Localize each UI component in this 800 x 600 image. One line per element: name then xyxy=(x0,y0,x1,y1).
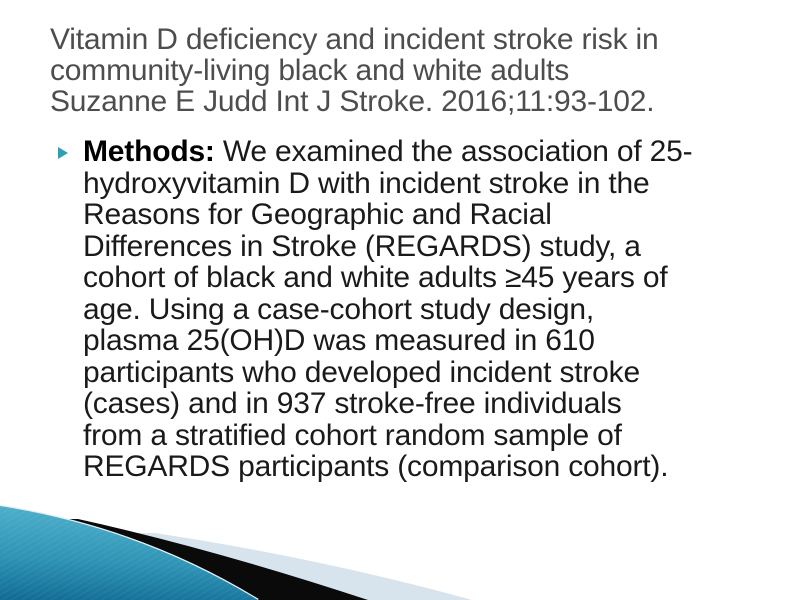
deco-black-band xyxy=(0,519,368,600)
body-lines xyxy=(83,136,692,483)
title-line-2: community-living black and white adults xyxy=(50,54,570,87)
title-line-1: Vitamin D deficiency and incident stroke risk in xyxy=(50,23,659,56)
body-line-text: We examined the association of 25- xyxy=(214,135,693,168)
methods-label: Methods: xyxy=(83,135,215,168)
body-line: REGARDS participants (comparison cohort). xyxy=(83,450,669,483)
body-line: Differences in Stroke (REGARDS) study, a xyxy=(83,229,641,263)
body-line: participants who developed incident stroke xyxy=(83,355,640,389)
body-line: from a stratified cohort random sample of xyxy=(83,418,622,452)
title-line-3: Suzanne E Judd Int J Stroke. 2016;11:93-102. xyxy=(50,85,655,118)
body-line: plasma 25(OH)D was measured in 610 xyxy=(83,324,595,357)
slide-title xyxy=(50,24,658,117)
deco-teal-pinstripes xyxy=(0,506,258,600)
body-line: cohort of black and white adults ≥45 years of xyxy=(83,261,668,294)
body-line: (cases) and in 937 stroke-free individuals xyxy=(83,387,622,420)
deco-pale-band xyxy=(0,533,472,600)
body-line: Reasons for Geographic and Racial xyxy=(83,198,552,231)
body-line xyxy=(83,136,692,168)
deco-edge-sliver xyxy=(0,506,258,600)
triangle-right-icon xyxy=(58,147,68,159)
body-line: age. Using a case-cohort study design, xyxy=(83,292,595,326)
body-line: hydroxyvitamin D with incident stroke in the xyxy=(83,166,650,200)
deco-teal-wedge xyxy=(0,506,258,600)
methods-paragraph xyxy=(58,136,692,483)
